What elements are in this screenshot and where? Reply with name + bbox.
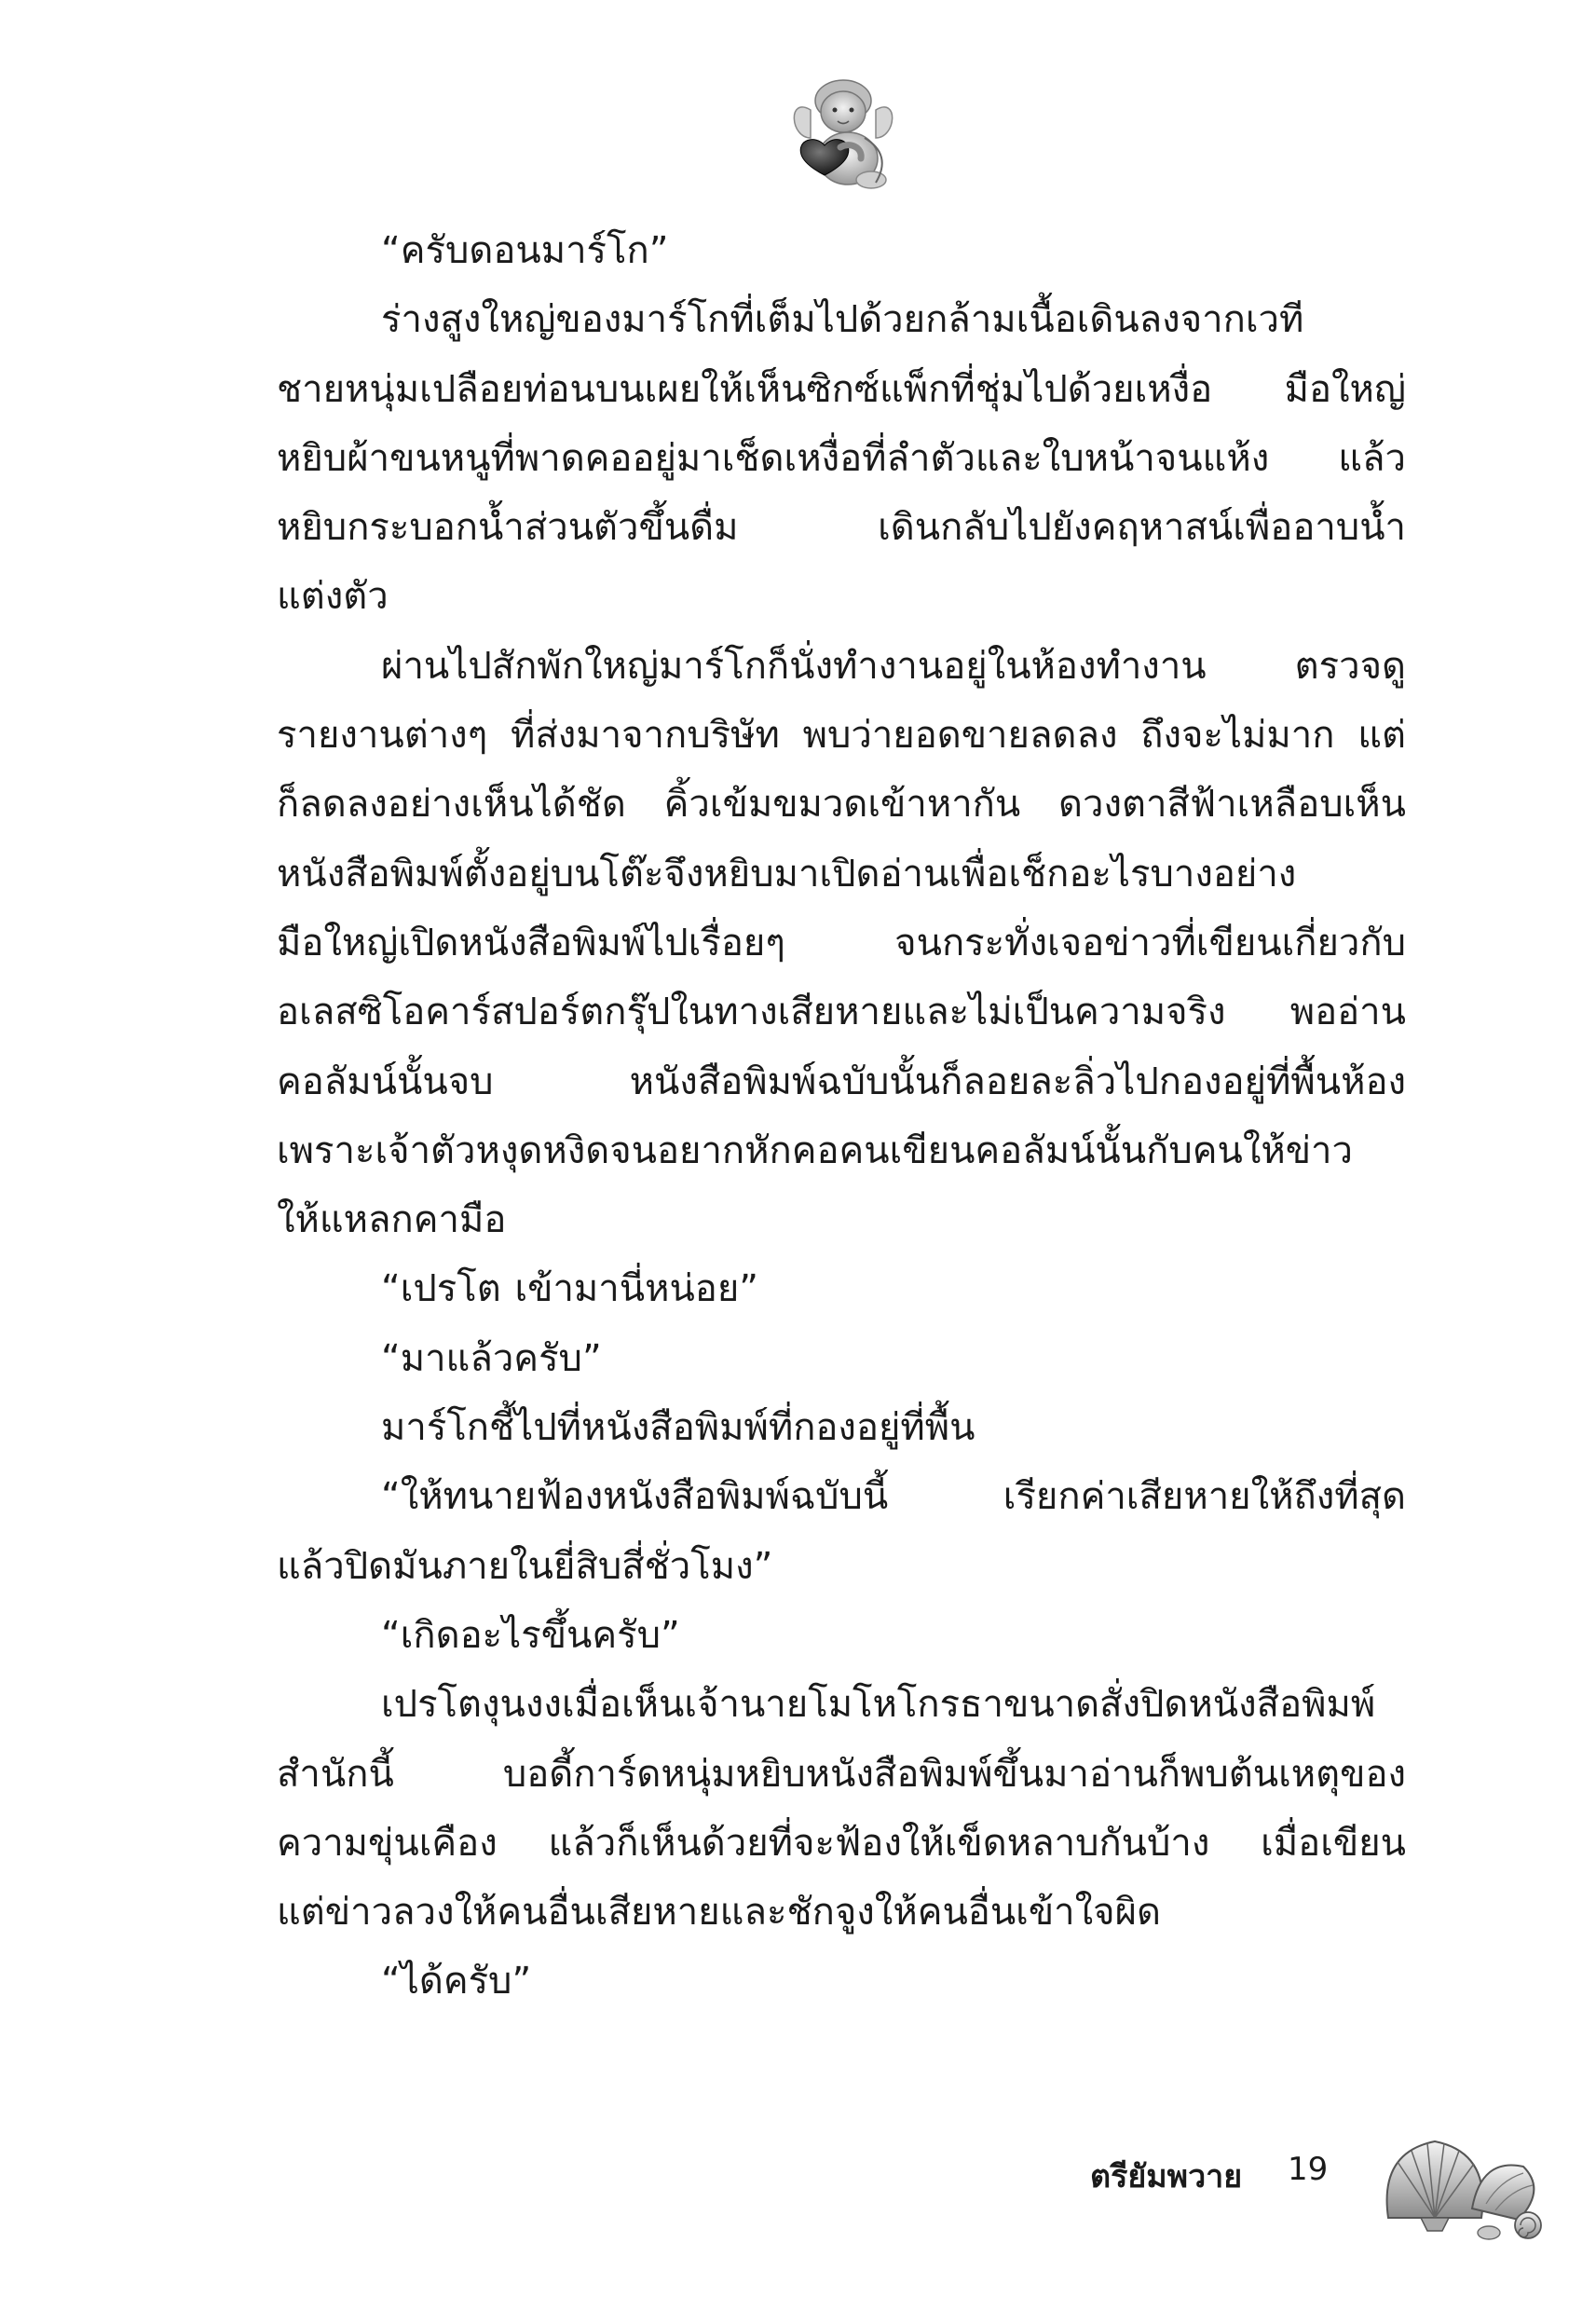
page-footer bbox=[1090, 2143, 1575, 2274]
text-line: อเลสซิโอคาร์สปอร์ตกรุ๊ปในทางเสียหายและไม่เป็นความจริง พออ่าน bbox=[277, 991, 1406, 1034]
text-line: “เกิดอะไรขึ้นครับ” bbox=[381, 1613, 680, 1657]
page-number: 19 bbox=[1288, 2151, 1329, 2188]
text-line: มาร์โกชี้ไปที่หนังสือพิมพ์ที่กองอยู่ที่พื้น bbox=[381, 1406, 975, 1450]
text-line: เปรโตงุนงงเมื่อเห็นเจ้านายโมโหโกรธาขนาดสั่งปิดหนังสือพิมพ์ bbox=[381, 1683, 1376, 1727]
seashells-icon bbox=[1370, 2115, 1556, 2246]
text-line: ให้แหลกคามือ bbox=[277, 1198, 507, 1242]
text-line: ชายหนุ่มเปลือยท่อนบนเผยให้เห็นซิกซ์แพ็กที่ชุ่มไปด้วยเหงื่อ มือใหญ่ bbox=[277, 367, 1406, 411]
text-line: ผ่านไปสักพักใหญ่มาร์โกก็นั่งทำงานอยู่ในห้องทำงาน ตรวจดู bbox=[381, 644, 1406, 688]
text-line: แต่งตัว bbox=[277, 575, 389, 619]
cherub-with-heart-icon bbox=[783, 73, 904, 194]
text-line: แต่ข่าวลวงให้คนอื่นเสียหายและชักจูงให้คนอื่นเข้าใจผิด bbox=[277, 1891, 1162, 1935]
text-line: เพราะเจ้าตัวหงุดหงิดจนอยากหักคอคนเขียนคอลัมน์นั้นกับคนให้ข่าว bbox=[277, 1128, 1353, 1172]
body-text bbox=[277, 216, 1406, 2017]
text-lines bbox=[277, 216, 1406, 2017]
book-title: ตรียัมพวาย bbox=[1090, 2158, 1243, 2195]
text-line: ก็ลดลงอย่างเห็นได้ชัด คิ้วเข้มขมวดเข้าหากัน ดวงตาสีฟ้าเหลือบเห็น bbox=[277, 783, 1406, 827]
text-line: รายงานต่างๆ ที่ส่งมาจากบริษัท พบว่ายอดขายลดลง ถึงจะไม่มาก แต่ bbox=[277, 714, 1406, 758]
text-line: ความขุ่นเคือง แล้วก็เห็นด้วยที่จะฟ้องให้เข็ดหลาบกันบ้าง เมื่อเขียน bbox=[277, 1821, 1406, 1865]
text-line: “ครับดอนมาร์โก” bbox=[381, 229, 669, 272]
text-line: “ให้ทนายฟ้องหนังสือพิมพ์ฉบับนี้ เรียกค่าเสียหายให้ถึงที่สุด bbox=[381, 1475, 1406, 1519]
text-line: มือใหญ่เปิดหนังสือพิมพ์ไปเรื่อยๆ จนกระทั่งเจอข่าวที่เขียนเกี่ยวกับ bbox=[277, 921, 1406, 964]
text-line: คอลัมน์นั้นจบ หนังสือพิมพ์ฉบับนั้นก็ลอยละลิ่วไปกองอยู่ที่พื้นห้อง bbox=[277, 1060, 1406, 1103]
text-line: หนังสือพิมพ์ตั้งอยู่บนโต๊ะจึงหยิบมาเปิดอ่านเพื่อเช็กอะไรบางอย่าง bbox=[277, 852, 1297, 896]
text-line: แล้วปิดมันภายในยี่สิบสี่ชั่วโมง” bbox=[277, 1544, 773, 1588]
text-line: “มาแล้วครับ” bbox=[381, 1336, 602, 1380]
text-line: ร่างสูงใหญ่ของมาร์โกที่เต็มไปด้วยกล้ามเนื้อเดินลงจากเวที bbox=[381, 298, 1304, 342]
text-line: “เปรโต เข้ามานี่หน่อย” bbox=[381, 1267, 758, 1311]
text-line: “ได้ครับ” bbox=[381, 1960, 532, 2003]
text-line: หยิบผ้าขนหนูที่พาดคออยู่มาเช็ดเหงื่อที่ลำตัวและใบหน้าจนแห้ง แล้ว bbox=[277, 436, 1406, 480]
text-line: หยิบกระบอกน้ำส่วนตัวขึ้นดื่ม เดินกลับไปยังคฤหาสน์เพื่ออาบน้ำ bbox=[277, 506, 1406, 550]
text-line: สำนักนี้ บอดี้การ์ดหนุ่มหยิบหนังสือพิมพ์ขึ้นมาอ่านก็พบต้นเหตุของ bbox=[277, 1752, 1406, 1796]
